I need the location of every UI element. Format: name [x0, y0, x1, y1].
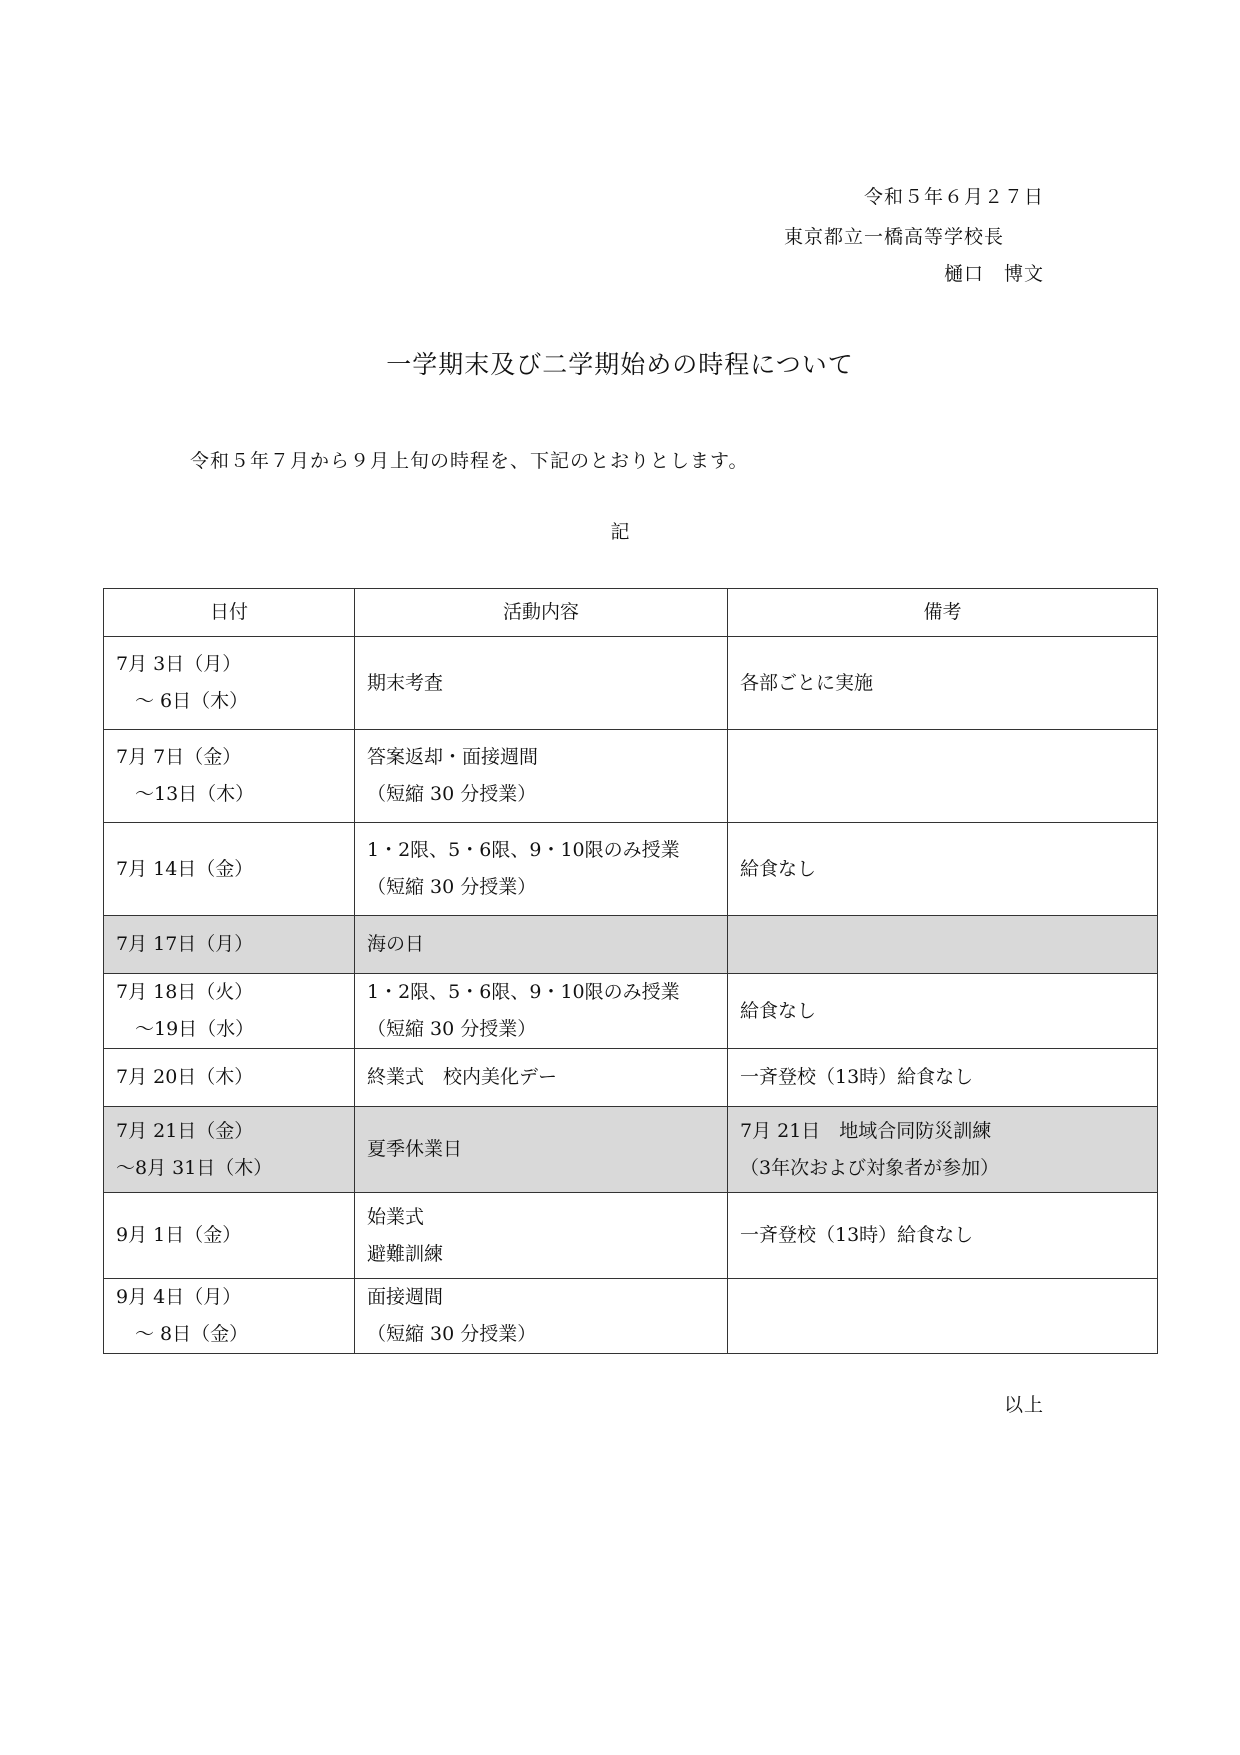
activity-line: 期末考査: [367, 671, 444, 694]
date-line: 7月 18日（火）: [116, 981, 254, 1003]
activity-line: 1・2限、5・6限、9・10限のみ授業: [367, 981, 680, 1003]
table-header-row: [104, 589, 1158, 637]
note-cell: [728, 916, 1158, 974]
note-line: 一斉登校（13時）給食なし: [740, 1224, 974, 1246]
activity-cell: [355, 823, 728, 916]
date-cell: [104, 916, 355, 974]
date-line: ～19日（水）: [116, 1018, 255, 1040]
activity-line: 夏季休業日: [367, 1138, 463, 1160]
activity-line: 海の日: [367, 933, 425, 955]
date-cell: [104, 1193, 355, 1279]
date-cell: [104, 1049, 355, 1107]
note-cell: [728, 1279, 1158, 1354]
ki-marker: 記: [610, 521, 630, 543]
activity-line: 面接週間: [367, 1286, 444, 1308]
note-line: 一斉登校（13時）給食なし: [740, 1066, 974, 1088]
date-line: 7月 20日（木）: [116, 1066, 254, 1088]
date-line: 9月 4日（月）: [116, 1286, 242, 1308]
note-cell: [728, 1193, 1158, 1279]
date-line: ～13日（木）: [116, 783, 255, 805]
activity-line: （短縮 30 分授業）: [367, 876, 537, 898]
date-cell: [104, 637, 355, 730]
date-line: 7月 14日（金）: [116, 857, 254, 880]
note-line: （3年次および対象者が参加）: [740, 1156, 1000, 1179]
note-cell: [728, 637, 1158, 730]
table-row: [104, 1193, 1158, 1279]
issuing-organization: 東京都立一橋高等学校長: [783, 226, 1004, 248]
date-cell: [104, 823, 355, 916]
date-line: ～ 8日（金）: [116, 1323, 249, 1345]
note-line: 各部ごとに実施: [740, 671, 874, 694]
date-line: ～ 6日（木）: [116, 690, 249, 712]
date-line: ～8月 31日（木）: [116, 1156, 273, 1179]
note-cell: [728, 974, 1158, 1049]
activity-cell: [355, 730, 728, 823]
note-cell: [728, 1107, 1158, 1193]
document-title: 一学期末及び二学期始めの時程について: [386, 350, 854, 379]
activity-line: （短縮 30 分授業）: [367, 1018, 537, 1040]
date-line: 7月 3日（月）: [116, 653, 242, 675]
table-row: [104, 730, 1158, 823]
date-cell: [104, 730, 355, 823]
date-line: 7月 7日（金）: [116, 746, 242, 768]
activity-line: 終業式 校内美化デー: [367, 1066, 558, 1088]
note-line: 給食なし: [740, 999, 817, 1022]
principal-name: 樋口 博文: [943, 263, 1044, 285]
date-cell: [104, 974, 355, 1049]
schedule-table: [103, 588, 1158, 1354]
activity-line: （短縮 30 分授業）: [367, 1323, 537, 1345]
activity-line: 答案返却・面接週間: [367, 746, 539, 768]
table-row: [104, 1107, 1158, 1193]
document-date: 令和５年６月２７日: [863, 186, 1044, 208]
table-row: [104, 637, 1158, 730]
table-row: [104, 974, 1158, 1049]
table-row: [104, 1049, 1158, 1107]
date-line: 7月 17日（月）: [116, 933, 254, 955]
header-date: 日付: [104, 589, 355, 637]
header-note: 備考: [728, 589, 1158, 637]
activity-cell: [355, 1049, 728, 1107]
table-row: [104, 1279, 1158, 1354]
table-row: [104, 916, 1158, 974]
header-activity: 活動内容: [355, 589, 728, 637]
date-cell: [104, 1107, 355, 1193]
note-cell: [728, 1049, 1158, 1107]
closing-mark: 以上: [1003, 1394, 1044, 1416]
date-cell: [104, 1279, 355, 1354]
activity-cell: [355, 974, 728, 1049]
activity-line: 始業式: [367, 1205, 425, 1228]
activity-line: 避難訓練: [367, 1242, 444, 1265]
note-cell: [728, 823, 1158, 916]
activity-cell: [355, 916, 728, 974]
activity-cell: [355, 1279, 728, 1354]
activity-cell: [355, 1107, 728, 1193]
activity-line: 1・2限、5・6限、9・10限のみ授業: [367, 839, 680, 861]
date-line: 7月 21日（金）: [116, 1119, 254, 1142]
note-cell: [728, 730, 1158, 823]
note-line: 給食なし: [740, 857, 817, 880]
activity-cell: [355, 637, 728, 730]
table-row: [104, 823, 1158, 916]
activity-cell: [355, 1193, 728, 1279]
note-line: 7月 21日 地域合同防災訓練: [740, 1119, 992, 1142]
intro-paragraph: 令和５年７月から９月上旬の時程を、下記のとおりとします。: [190, 450, 749, 472]
activity-line: （短縮 30 分授業）: [367, 783, 537, 805]
date-line: 9月 1日（金）: [116, 1224, 242, 1246]
